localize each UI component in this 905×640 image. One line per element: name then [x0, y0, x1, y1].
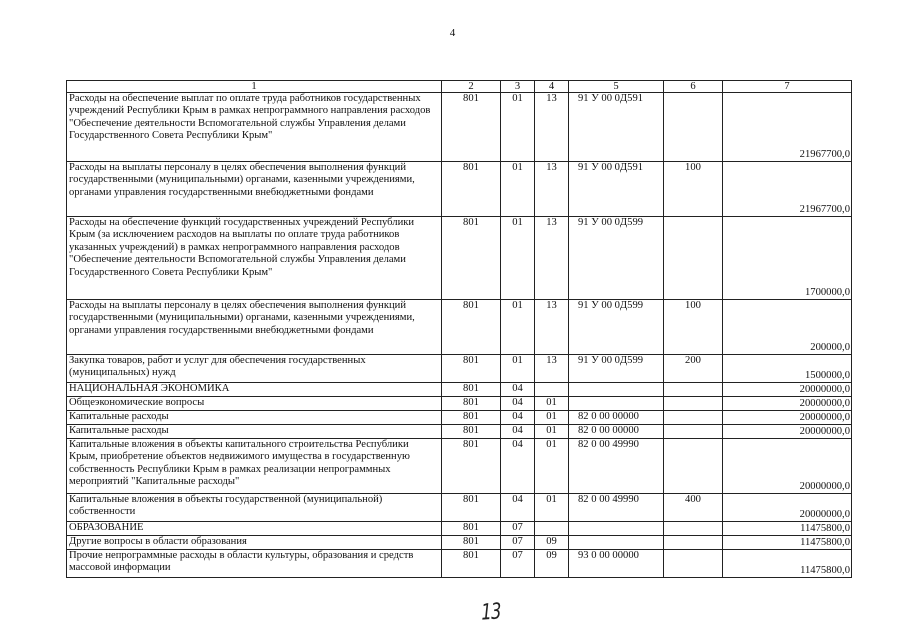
col5-cell — [569, 383, 664, 397]
col3-cell: 04 — [501, 397, 535, 411]
col6-cell — [664, 536, 723, 550]
row-name-cell: ОБРАЗОВАНИЕ — [67, 522, 442, 536]
col3-cell: 01 — [501, 300, 535, 355]
col5-cell — [569, 536, 664, 550]
amount-cell: 20000000,0 — [723, 397, 852, 411]
col5-cell: 82 0 00 49990 — [569, 494, 664, 522]
row-name-cell: Капитальные вложения в объекты капитального строительства Республики Крым, приобретение объектов недвижимого имущества в государственную собственность Республики Крым в рамках реализации непрограммных мероприятий "Капитальные расходы" — [67, 439, 442, 494]
col6-cell: 200 — [664, 355, 723, 383]
header-cell: 5 — [569, 81, 664, 93]
table-row — [67, 397, 852, 411]
col6-cell — [664, 93, 723, 162]
col3-cell: 01 — [501, 355, 535, 383]
col2-cell: 801 — [442, 300, 501, 355]
table-row — [67, 550, 852, 578]
amount-cell: 21967700,0 — [723, 162, 852, 217]
col4-cell: 01 — [535, 425, 569, 439]
col6-cell: 100 — [664, 300, 723, 355]
col5-cell — [569, 522, 664, 536]
amount-cell: 20000000,0 — [723, 383, 852, 397]
col5-cell: 91 У 00 0Д599 — [569, 300, 664, 355]
col4-cell — [535, 383, 569, 397]
col3-cell: 04 — [501, 494, 535, 522]
row-name-cell: Расходы на обеспечение выплат по оплате труда работников государственных учреждений Республики Крым в рамках непрограммного направления расходов "Обеспечение деятельности Вспомогательной службы Управления делами Государственного Совета Республики Крым" — [67, 93, 442, 162]
header-cell: 1 — [67, 81, 442, 93]
col6-cell — [664, 550, 723, 578]
col6-cell — [664, 397, 723, 411]
row-name-cell: Капитальные расходы — [67, 411, 442, 425]
header-cell: 3 — [501, 81, 535, 93]
row-name-cell: Общеэкономические вопросы — [67, 397, 442, 411]
col5-cell: 82 0 00 49990 — [569, 439, 664, 494]
col5-cell: 91 У 00 0Д599 — [569, 217, 664, 300]
col2-cell: 801 — [442, 411, 501, 425]
col6-cell — [664, 411, 723, 425]
col6-cell — [664, 217, 723, 300]
table-row — [67, 439, 852, 494]
amount-cell: 11475800,0 — [723, 550, 852, 578]
col4-cell: 13 — [535, 217, 569, 300]
col2-cell: 801 — [442, 425, 501, 439]
col3-cell: 01 — [501, 162, 535, 217]
table-row — [67, 536, 852, 550]
col2-cell: 801 — [442, 383, 501, 397]
col3-cell: 04 — [501, 425, 535, 439]
row-name-cell: Расходы на обеспечение функций государственных учреждений Республики Крым (за исключением расходов на выплаты по оплате труда работников указанных учреждений) в рамках непрограммного направления расходов "Обеспечение деятельности Вспомогательной службы Управления делами Государственного Совета Республики Крым" — [67, 217, 442, 300]
col5-cell: 91 У 00 0Д599 — [569, 355, 664, 383]
col4-cell — [535, 522, 569, 536]
col5-cell — [569, 397, 664, 411]
col5-cell: 82 0 00 00000 — [569, 425, 664, 439]
amount-cell: 11475800,0 — [723, 536, 852, 550]
header-cell: 6 — [664, 81, 723, 93]
row-name-cell: Расходы на выплаты персоналу в целях обеспечения выполнения функций государственными (муниципальными) органами, казенными учреждениями, органами управления государственными внебюджетными фондами — [67, 162, 442, 217]
amount-cell: 11475800,0 — [723, 522, 852, 536]
col2-cell: 801 — [442, 522, 501, 536]
amount-cell: 200000,0 — [723, 300, 852, 355]
col2-cell: 801 — [442, 536, 501, 550]
col6-cell: 100 — [664, 162, 723, 217]
row-name-cell: Капитальные вложения в объекты государственной (муниципальной) собственности — [67, 494, 442, 522]
col4-cell: 01 — [535, 397, 569, 411]
amount-cell: 21967700,0 — [723, 93, 852, 162]
col6-cell: 400 — [664, 494, 723, 522]
table-row — [67, 411, 852, 425]
col2-cell: 801 — [442, 439, 501, 494]
col4-cell: 13 — [535, 300, 569, 355]
col6-cell — [664, 522, 723, 536]
col2-cell: 801 — [442, 93, 501, 162]
row-name-cell: Прочие непрограммные расходы в области культуры, образования и средств массовой информации — [67, 550, 442, 578]
col4-cell: 09 — [535, 550, 569, 578]
header-cell: 7 — [723, 81, 852, 93]
table-row — [67, 383, 852, 397]
row-name-cell: Капитальные расходы — [67, 425, 442, 439]
table-row — [67, 522, 852, 536]
col3-cell: 07 — [501, 536, 535, 550]
row-name-cell: НАЦИОНАЛЬНАЯ ЭКОНОМИКА — [67, 383, 442, 397]
col4-cell: 01 — [535, 494, 569, 522]
handwritten-page-mark: 13 — [480, 599, 502, 626]
col2-cell: 801 — [442, 397, 501, 411]
header-cell: 4 — [535, 81, 569, 93]
amount-cell: 20000000,0 — [723, 494, 852, 522]
page-number: 4 — [449, 27, 456, 39]
col4-cell: 01 — [535, 411, 569, 425]
col3-cell: 07 — [501, 522, 535, 536]
budget-table — [66, 80, 852, 578]
table-row — [67, 93, 852, 162]
col4-cell: 09 — [535, 536, 569, 550]
col5-cell: 93 0 00 00000 — [569, 550, 664, 578]
col3-cell: 01 — [501, 217, 535, 300]
amount-cell: 1700000,0 — [723, 217, 852, 300]
col3-cell: 01 — [501, 93, 535, 162]
col5-cell: 82 0 00 00000 — [569, 411, 664, 425]
row-name-cell: Закупка товаров, работ и услуг для обеспечения государственных (муниципальных) нужд — [67, 355, 442, 383]
col4-cell: 01 — [535, 439, 569, 494]
col5-cell: 91 У 00 0Д591 — [569, 162, 664, 217]
col2-cell: 801 — [442, 355, 501, 383]
col4-cell: 13 — [535, 355, 569, 383]
table-row — [67, 217, 852, 300]
amount-cell: 1500000,0 — [723, 355, 852, 383]
col3-cell: 04 — [501, 439, 535, 494]
row-name-cell: Расходы на выплаты персоналу в целях обеспечения выполнения функций государственными (муниципальными) органами, казенными учреждениями, органами управления государственными внебюджетными фондами — [67, 300, 442, 355]
table-header-row — [67, 81, 852, 93]
col6-cell — [664, 439, 723, 494]
table-row — [67, 162, 852, 217]
amount-cell: 20000000,0 — [723, 411, 852, 425]
col5-cell: 91 У 00 0Д591 — [569, 93, 664, 162]
col4-cell: 13 — [535, 162, 569, 217]
table-row — [67, 494, 852, 522]
col2-cell: 801 — [442, 550, 501, 578]
amount-cell: 20000000,0 — [723, 439, 852, 494]
table-row — [67, 300, 852, 355]
row-name-cell: Другие вопросы в области образования — [67, 536, 442, 550]
col4-cell: 13 — [535, 93, 569, 162]
col2-cell: 801 — [442, 494, 501, 522]
col3-cell: 07 — [501, 550, 535, 578]
col2-cell: 801 — [442, 162, 501, 217]
col6-cell — [664, 425, 723, 439]
header-cell: 2 — [442, 81, 501, 93]
table-row — [67, 425, 852, 439]
col2-cell: 801 — [442, 217, 501, 300]
col6-cell — [664, 383, 723, 397]
amount-cell: 20000000,0 — [723, 425, 852, 439]
col3-cell: 04 — [501, 383, 535, 397]
table-row — [67, 355, 852, 383]
col3-cell: 04 — [501, 411, 535, 425]
